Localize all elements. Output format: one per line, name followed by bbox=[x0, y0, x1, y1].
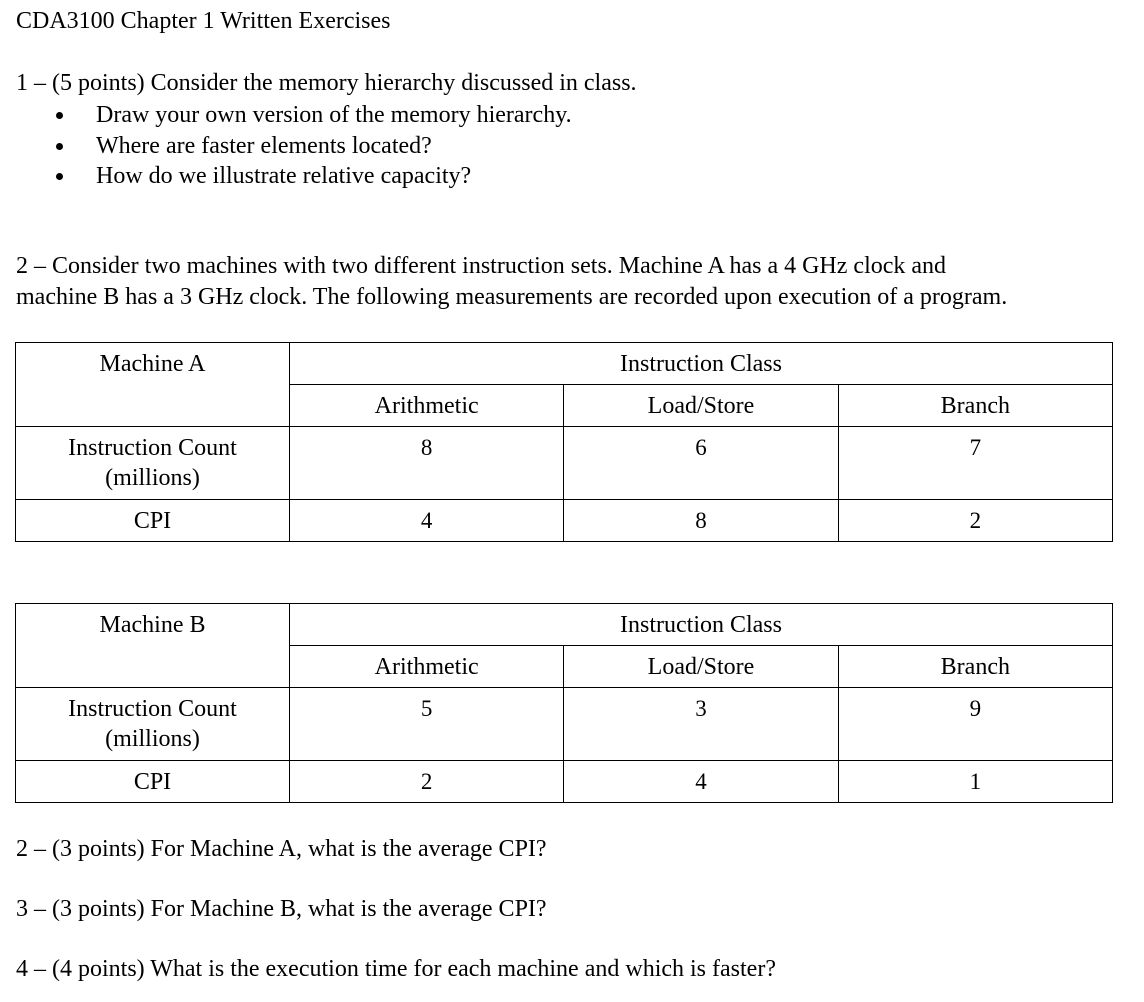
table-row bbox=[16, 427, 1113, 500]
cpi-arithmetic-cell: 2 bbox=[290, 761, 564, 803]
bullet-icon bbox=[56, 143, 63, 150]
class-header-branch: Branch bbox=[838, 646, 1112, 688]
machine-b-table bbox=[15, 603, 1113, 803]
machine-a-table bbox=[15, 342, 1113, 542]
cpi-branch-cell: 1 bbox=[838, 761, 1112, 803]
machine-b-label: Machine B bbox=[16, 604, 290, 688]
bullet-icon bbox=[56, 112, 63, 119]
bullet-text: Where are faster elements located? bbox=[96, 132, 432, 159]
ic-branch-cell: 9 bbox=[838, 688, 1112, 761]
ic-arithmetic-cell: 5 bbox=[290, 688, 564, 761]
question-average-cpi-a: 2 – (3 points) For Machine A, what is the average CPI? bbox=[16, 836, 547, 862]
question-2-intro-line-2: machine B has a 3 GHz clock. The following measurements are recorded upon execution of a program. bbox=[16, 284, 1008, 310]
machine-a-label: Machine A bbox=[16, 343, 290, 427]
bullet-icon bbox=[56, 173, 63, 180]
ic-arithmetic-cell: 8 bbox=[290, 427, 564, 500]
question-average-cpi-b: 3 – (3 points) For Machine B, what is the average CPI? bbox=[16, 896, 547, 922]
table-row bbox=[16, 761, 1113, 803]
instruction-count-label-line-2: (millions) bbox=[105, 726, 200, 752]
table-row bbox=[16, 688, 1113, 761]
instruction-class-header: Instruction Class bbox=[290, 604, 1113, 646]
ic-load-store-cell: 3 bbox=[564, 688, 838, 761]
cpi-load-store-cell: 8 bbox=[564, 500, 838, 542]
cpi-label: CPI bbox=[16, 761, 290, 803]
cpi-arithmetic-cell: 4 bbox=[290, 500, 564, 542]
question-1-heading: 1 – (5 points) Consider the memory hierarchy discussed in class. bbox=[16, 70, 637, 96]
question-2-intro-line-1: 2 – Consider two machines with two different instruction sets. Machine A has a 4 GHz clock and bbox=[16, 253, 947, 279]
ic-load-store-cell: 6 bbox=[564, 427, 838, 500]
class-header-arithmetic: Arithmetic bbox=[290, 646, 564, 688]
instruction-count-label-line-1: Instruction Count bbox=[68, 435, 237, 461]
table-row bbox=[16, 500, 1113, 542]
question-execution-time: 4 – (4 points) What is the execution time for each machine and which is faster? bbox=[16, 956, 776, 982]
cpi-load-store-cell: 4 bbox=[564, 761, 838, 803]
class-header-branch: Branch bbox=[838, 385, 1112, 427]
instruction-count-label-line-1: Instruction Count bbox=[68, 696, 237, 722]
ic-branch-cell: 7 bbox=[838, 427, 1112, 500]
instruction-count-label bbox=[16, 688, 290, 761]
class-header-load-store: Load/Store bbox=[564, 385, 838, 427]
document-title: CDA3100 Chapter 1 Written Exercises bbox=[16, 8, 391, 34]
bullet-text: How do we illustrate relative capacity? bbox=[96, 163, 472, 189]
cpi-label: CPI bbox=[16, 500, 290, 542]
bullet-text: Draw your own version of the memory hierarchy. bbox=[96, 102, 572, 128]
class-header-arithmetic: Arithmetic bbox=[290, 385, 564, 427]
instruction-class-header: Instruction Class bbox=[290, 343, 1113, 385]
cpi-branch-cell: 2 bbox=[838, 500, 1112, 542]
instruction-count-label bbox=[16, 427, 290, 500]
class-header-load-store: Load/Store bbox=[564, 646, 838, 688]
instruction-count-label-line-2: (millions) bbox=[105, 465, 200, 491]
